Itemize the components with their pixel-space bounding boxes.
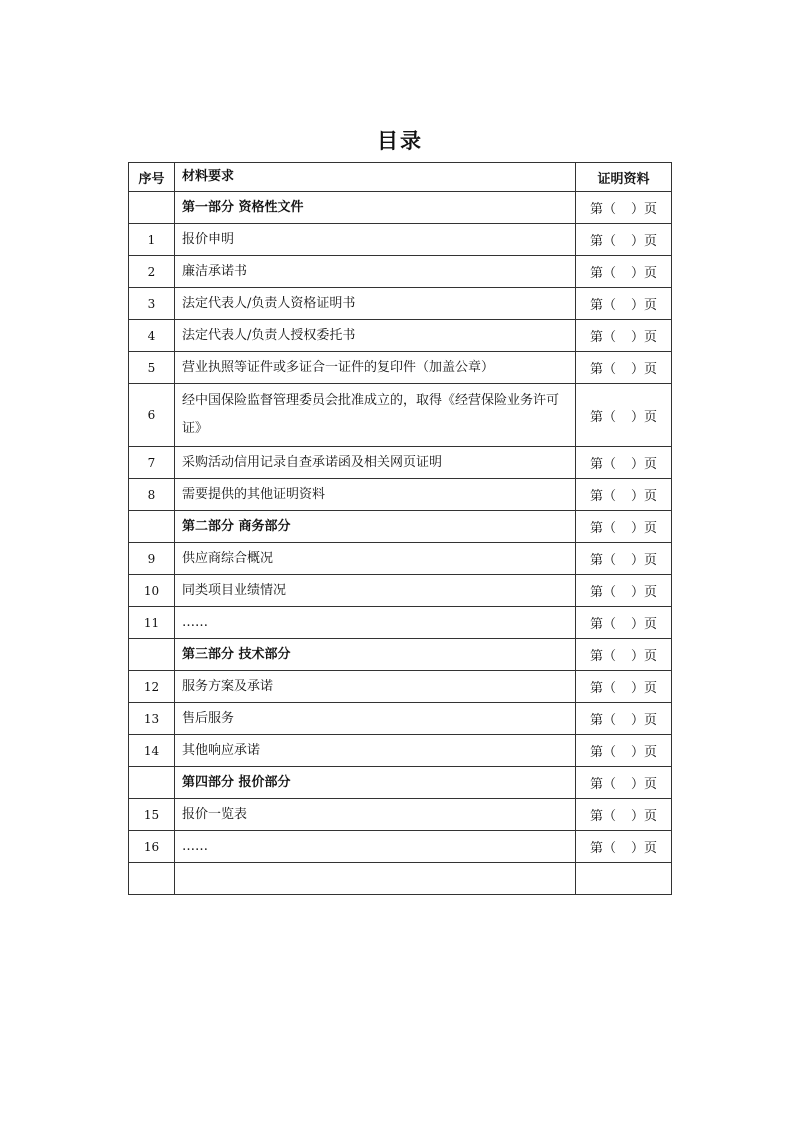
table-row bbox=[129, 224, 672, 256]
section-title: 第二部分 商务部分 bbox=[175, 511, 576, 543]
page-ref-suffix: ）页 bbox=[631, 409, 658, 425]
page-ref-prefix: 第（ bbox=[589, 234, 616, 249]
page-title: 目录 bbox=[377, 128, 423, 153]
page-ref bbox=[576, 511, 672, 543]
table-row bbox=[129, 320, 672, 352]
section-row bbox=[129, 767, 672, 799]
page-ref bbox=[576, 479, 672, 511]
row-number: 4 bbox=[129, 320, 175, 352]
section-row bbox=[129, 639, 672, 671]
row-number: 6 bbox=[129, 384, 175, 447]
section-row bbox=[129, 192, 672, 224]
table-row bbox=[129, 479, 672, 511]
page-ref-prefix: 第（ bbox=[589, 298, 616, 313]
page-ref-prefix: 第（ bbox=[589, 585, 616, 600]
row-number: 1 bbox=[129, 224, 175, 256]
table-row bbox=[129, 288, 672, 320]
page-ref bbox=[576, 799, 672, 831]
row-number bbox=[129, 192, 175, 224]
page-ref-suffix: ）页 bbox=[631, 202, 658, 217]
page-ref-prefix: 第（ bbox=[589, 202, 616, 217]
page-ref-suffix: ）页 bbox=[631, 777, 658, 792]
page-ref bbox=[576, 671, 672, 703]
page-ref bbox=[576, 575, 672, 607]
row-number: 10 bbox=[129, 575, 175, 607]
table-row bbox=[129, 703, 672, 735]
row-number: 15 bbox=[129, 799, 175, 831]
blank-cell bbox=[576, 863, 672, 895]
blank-cell bbox=[175, 863, 576, 895]
toc-body bbox=[129, 192, 672, 895]
table-row bbox=[129, 735, 672, 767]
requirement-text: 法定代表人/负责人授权委托书 bbox=[175, 320, 576, 352]
page-ref-suffix: ）页 bbox=[631, 330, 658, 345]
page-ref bbox=[576, 256, 672, 288]
page-ref-suffix: ）页 bbox=[631, 489, 658, 504]
page-ref bbox=[576, 767, 672, 799]
page-ref-suffix: ）页 bbox=[631, 362, 658, 377]
page-ref bbox=[576, 703, 672, 735]
row-number: 14 bbox=[129, 735, 175, 767]
page-ref bbox=[576, 639, 672, 671]
header-num: 序号 bbox=[129, 163, 175, 192]
row-number: 11 bbox=[129, 607, 175, 639]
section-title: 第四部分 报价部分 bbox=[175, 767, 576, 799]
page-ref-suffix: ）页 bbox=[631, 553, 658, 568]
page-ref-prefix: 第（ bbox=[589, 362, 616, 377]
page-ref-prefix: 第（ bbox=[589, 266, 616, 281]
requirement-text: 同类项目业绩情况 bbox=[175, 575, 576, 607]
requirement-text: 报价申明 bbox=[175, 224, 576, 256]
table-row bbox=[129, 575, 672, 607]
page-ref bbox=[576, 735, 672, 767]
row-number: 7 bbox=[129, 447, 175, 479]
row-number bbox=[129, 639, 175, 671]
toc-table bbox=[128, 162, 672, 895]
page-ref bbox=[576, 224, 672, 256]
section-title: 第三部分 技术部分 bbox=[175, 639, 576, 671]
header-proof: 证明资料 bbox=[576, 163, 672, 192]
page-ref-suffix: ）页 bbox=[631, 681, 658, 696]
requirement-text: 售后服务 bbox=[175, 703, 576, 735]
page-ref-suffix: ）页 bbox=[631, 298, 658, 313]
page-ref-prefix: 第（ bbox=[589, 489, 616, 504]
page-ref-suffix: ）页 bbox=[631, 617, 658, 632]
page-ref bbox=[576, 320, 672, 352]
section-row bbox=[129, 511, 672, 543]
page-ref-prefix: 第（ bbox=[589, 777, 616, 792]
table-row bbox=[129, 256, 672, 288]
page-ref-prefix: 第（ bbox=[589, 745, 616, 760]
page-ref-prefix: 第（ bbox=[589, 649, 616, 664]
page-ref-suffix: ）页 bbox=[631, 457, 658, 472]
page-ref-suffix: ）页 bbox=[631, 649, 658, 664]
page-ref-suffix: ）页 bbox=[631, 745, 658, 760]
row-number: 16 bbox=[129, 831, 175, 863]
table-row bbox=[129, 543, 672, 575]
page-ref-prefix: 第（ bbox=[589, 809, 616, 824]
requirement-text: 报价一览表 bbox=[175, 799, 576, 831]
row-number bbox=[129, 767, 175, 799]
page-ref bbox=[576, 543, 672, 575]
requirement-text: 法定代表人/负责人资格证明书 bbox=[175, 288, 576, 320]
requirement-text: …… bbox=[175, 607, 576, 639]
page-ref bbox=[576, 607, 672, 639]
page-ref-prefix: 第（ bbox=[589, 681, 616, 696]
row-number: 3 bbox=[129, 288, 175, 320]
row-number: 9 bbox=[129, 543, 175, 575]
row-number: 12 bbox=[129, 671, 175, 703]
page-ref-suffix: ）页 bbox=[631, 841, 658, 856]
requirement-text: 采购活动信用记录自查承诺函及相关网页证明 bbox=[175, 447, 576, 479]
page-ref-prefix: 第（ bbox=[589, 457, 616, 472]
page-ref bbox=[576, 192, 672, 224]
page-ref bbox=[576, 831, 672, 863]
page-ref-suffix: ）页 bbox=[631, 234, 658, 249]
page-ref-prefix: 第（ bbox=[589, 841, 616, 856]
table-row bbox=[129, 384, 672, 447]
page-ref bbox=[576, 352, 672, 384]
requirement-text: 营业执照等证件或多证合一证件的复印件（加盖公章） bbox=[175, 352, 576, 384]
page-ref-prefix: 第（ bbox=[589, 409, 616, 425]
page-ref bbox=[576, 384, 672, 447]
requirement-text: 服务方案及承诺 bbox=[175, 671, 576, 703]
row-number bbox=[129, 511, 175, 543]
section-title: 第一部分 资格性文件 bbox=[175, 192, 576, 224]
page-ref-suffix: ）页 bbox=[631, 713, 658, 728]
row-number: 8 bbox=[129, 479, 175, 511]
page-ref-suffix: ）页 bbox=[631, 266, 658, 281]
requirement-text: 供应商综合概况 bbox=[175, 543, 576, 575]
requirement-text: 其他响应承诺 bbox=[175, 735, 576, 767]
page-ref bbox=[576, 288, 672, 320]
row-number: 5 bbox=[129, 352, 175, 384]
requirement-text: 廉洁承诺书 bbox=[175, 256, 576, 288]
table-row bbox=[129, 799, 672, 831]
table-row bbox=[129, 831, 672, 863]
page-ref-prefix: 第（ bbox=[589, 521, 616, 536]
requirement-text: …… bbox=[175, 831, 576, 863]
page-ref-prefix: 第（ bbox=[589, 330, 616, 345]
page-ref-prefix: 第（ bbox=[589, 617, 616, 632]
requirement-text: 经中国保险监督管理委员会批准成立的，取得《经营保险业务许可证》 bbox=[175, 384, 576, 447]
page-ref-prefix: 第（ bbox=[589, 713, 616, 728]
header-requirements: 材料要求 bbox=[175, 163, 576, 192]
page-ref-suffix: ）页 bbox=[631, 809, 658, 824]
table-row bbox=[129, 607, 672, 639]
row-number: 13 bbox=[129, 703, 175, 735]
row-number: 2 bbox=[129, 256, 175, 288]
page-ref-suffix: ）页 bbox=[631, 585, 658, 600]
requirement-text: 需要提供的其他证明资料 bbox=[175, 479, 576, 511]
blank-cell bbox=[129, 863, 175, 895]
table-header-row bbox=[129, 163, 672, 192]
blank-row bbox=[129, 863, 672, 895]
page-ref-suffix: ）页 bbox=[631, 521, 658, 536]
table-row bbox=[129, 352, 672, 384]
page-ref-prefix: 第（ bbox=[589, 553, 616, 568]
table-row bbox=[129, 447, 672, 479]
table-row bbox=[129, 671, 672, 703]
page-ref bbox=[576, 447, 672, 479]
